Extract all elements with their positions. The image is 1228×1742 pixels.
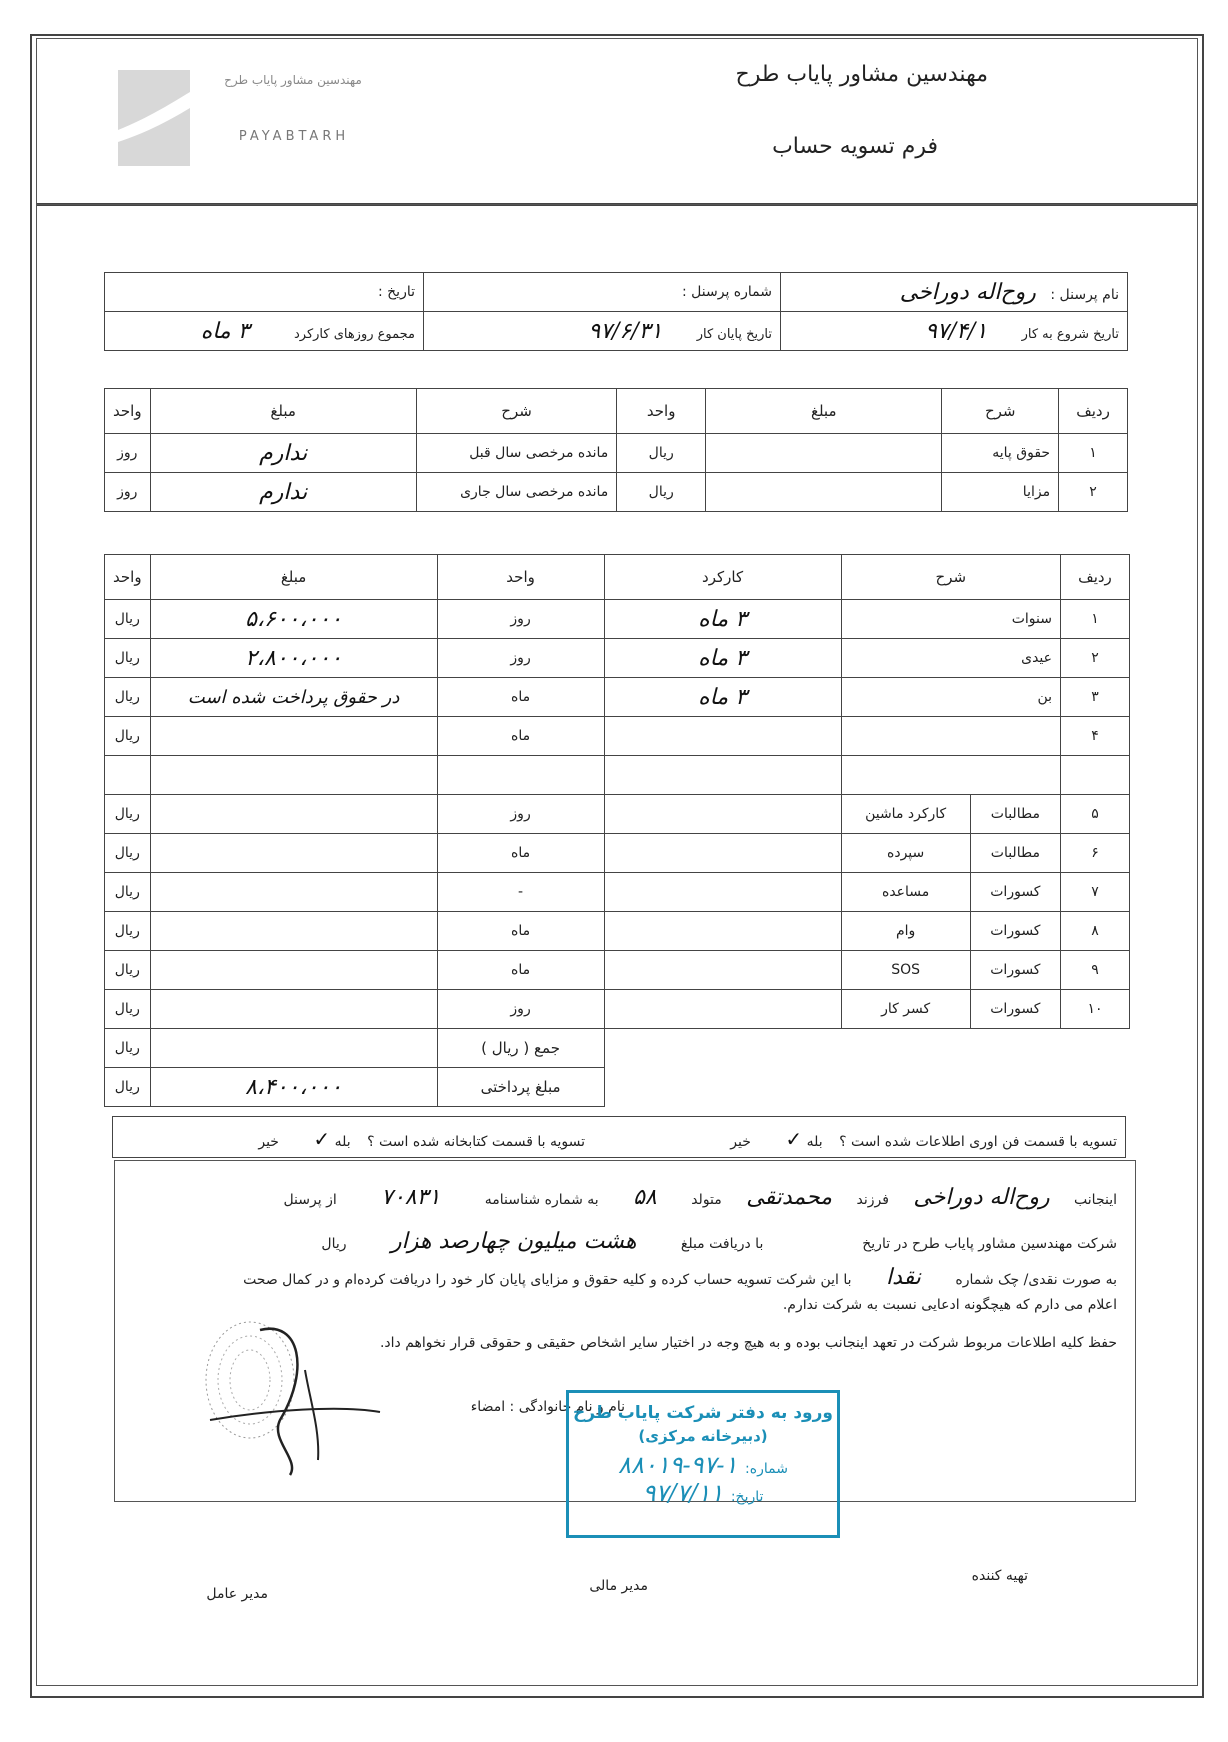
th-unit2: واحد <box>105 389 151 434</box>
row-unit: روز <box>437 990 604 1029</box>
row-amount <box>150 912 437 951</box>
sum-value <box>150 1029 437 1068</box>
library-question-group <box>258 1127 585 1151</box>
decl-text: ریال <box>321 1236 347 1252</box>
row-amount <box>150 990 437 1029</box>
decl-father: محمدتقی <box>746 1185 833 1210</box>
row-unit2: ریال <box>105 834 151 873</box>
days-value: ۳ ماه <box>200 318 250 344</box>
number-label: شماره پرسنل : <box>682 284 772 300</box>
row-amount <box>150 756 437 795</box>
row-unit: ماه <box>437 678 604 717</box>
row-work <box>604 990 841 1029</box>
settlement-items-table <box>104 554 1130 1107</box>
signature-label: نام و نام خانوادگی : امضاء <box>470 1399 625 1415</box>
row-desc: سپرده <box>841 834 970 873</box>
th-work: کارکرد <box>604 555 841 600</box>
row-amount2: ندارم <box>150 434 416 473</box>
table-row <box>105 639 1130 678</box>
row-amount: ۲،۸۰۰،۰۰۰ <box>150 639 437 678</box>
table-row <box>105 873 1130 912</box>
row-desc: کسر کار <box>841 990 970 1029</box>
company-name: مهندسین مشاور پایاب طرح <box>735 62 988 87</box>
row-idx: ۷ <box>1061 873 1130 912</box>
th-desc: شرح <box>841 555 1060 600</box>
decl-cheque: نقدا <box>885 1265 921 1290</box>
row-desc: مساعده <box>841 873 970 912</box>
row-work <box>604 912 841 951</box>
days-cell <box>105 312 424 351</box>
row-unit2: روز <box>105 434 151 473</box>
decl-text: اینجانب <box>1074 1192 1117 1208</box>
decl-text: به صورت نقدی/ چک شماره <box>955 1272 1117 1288</box>
row-idx: ۲ <box>1061 639 1130 678</box>
start-cell <box>781 312 1128 351</box>
end-label: تاریخ پایان کار <box>696 326 772 342</box>
row-desc: کارکرد ماشین <box>841 795 970 834</box>
row-unit2: ریال <box>105 990 151 1029</box>
sum-unit: ریال <box>105 1029 151 1068</box>
row-unit2: ریال <box>105 639 151 678</box>
table-row <box>105 434 1128 473</box>
th-amount: مبلغ <box>706 389 942 434</box>
row-desc: حقوق پایه <box>942 434 1059 473</box>
decl-birth: ۵۸ <box>633 1185 657 1210</box>
row-unit2: ریال <box>105 951 151 990</box>
row-idx: ۴ <box>1061 717 1130 756</box>
row-unit: روز <box>437 600 604 639</box>
start-value: ۹۷/۴/۱ <box>925 318 988 344</box>
decl-name: روح‌اله دوراخی <box>913 1185 1050 1210</box>
name-label: نام پرسنل : <box>1050 286 1119 303</box>
row-work <box>604 717 841 756</box>
library-yes-check: ✓ <box>313 1127 331 1151</box>
logo-text-en: PAYABTARH <box>238 129 350 144</box>
name-value: روح‌اله دوراخی <box>899 279 1036 305</box>
row-desc2: مانده مرخصی سال قبل <box>416 434 616 473</box>
stamp-date-row <box>569 1479 837 1507</box>
row-cat: کسورات <box>970 912 1060 951</box>
table-row <box>105 912 1130 951</box>
end-value: ۹۷/۶/۳۱ <box>588 318 663 344</box>
row-desc: SOS <box>841 951 970 990</box>
row-work <box>604 834 841 873</box>
row-unit2: روز <box>105 473 151 512</box>
row-work <box>604 795 841 834</box>
row-amount <box>706 434 942 473</box>
row-unit: ماه <box>437 912 604 951</box>
row-cat: مطالبات <box>970 795 1060 834</box>
table-row <box>105 756 1130 795</box>
row-idx: ۹ <box>1061 951 1130 990</box>
row-unit: روز <box>437 639 604 678</box>
signature-mark <box>190 1310 390 1480</box>
declaration-line-1 <box>283 1185 1117 1210</box>
row-idx: ۱ <box>1061 600 1130 639</box>
th-unit: واحد <box>617 389 706 434</box>
row-cat: کسورات <box>970 990 1060 1029</box>
row-amount <box>150 951 437 990</box>
library-no-label: خیر <box>258 1134 279 1150</box>
row-unit: ریال <box>617 473 706 512</box>
declaration-line-2 <box>321 1229 1117 1254</box>
decl-amount-words: هشت میلیون چهارصد هزار <box>390 1229 637 1254</box>
table-row <box>105 600 1130 639</box>
row-idx: ۸ <box>1061 912 1130 951</box>
row-desc: بن <box>841 678 1060 717</box>
days-label: مجموع روزهای کارکرد <box>293 326 415 342</box>
stamp-line-2: (دبیرخانه مرکزی) <box>638 1427 768 1445</box>
it-question-group <box>730 1127 1117 1151</box>
row-unit2: ریال <box>105 600 151 639</box>
stamp-number: ۱-۹۷-۸۸۰۱۹ <box>618 1451 738 1479</box>
decl-text: با این شرکت تسویه حساب کرده و کلیه حقوق و مزایای پایان کار خود را دریافت کرده‌ام و در کمال صحت <box>243 1272 852 1288</box>
row-desc: مزایا <box>942 473 1059 512</box>
table-row <box>105 678 1130 717</box>
th-amount2: مبلغ <box>150 389 416 434</box>
row-idx: ۱ <box>1059 434 1128 473</box>
row-unit: ماه <box>437 834 604 873</box>
decl-text: متولد <box>691 1192 722 1208</box>
library-yes-label: بله <box>334 1134 351 1150</box>
row-amount <box>150 795 437 834</box>
row-desc: وام <box>841 912 970 951</box>
th-desc: شرح <box>942 389 1059 434</box>
date-label: تاریخ : <box>377 284 415 300</box>
row-desc <box>841 756 1060 795</box>
row-amount <box>706 473 942 512</box>
paid-label: مبلغ پرداختی <box>437 1068 604 1107</box>
logo-text-fa: مهندسین مشاور پایاب طرح <box>224 73 362 87</box>
row-amount <box>150 717 437 756</box>
row-unit2: ریال <box>105 717 151 756</box>
row-idx: ۶ <box>1061 834 1130 873</box>
th-amount: مبلغ <box>150 555 437 600</box>
th-unit: واحد <box>437 555 604 600</box>
row-work: ۳ ماه <box>604 678 841 717</box>
th-unit2: واحد <box>105 555 151 600</box>
ceo-label: مدیر عامل <box>206 1586 268 1602</box>
library-question: تسویه با قسمت کتابخانه شده است ؟ <box>367 1134 585 1150</box>
it-yes-check: ✓ <box>785 1127 803 1151</box>
sum-row <box>105 1029 1130 1068</box>
finance-manager-label: مدیر مالی <box>589 1578 648 1594</box>
row-unit: ماه <box>437 951 604 990</box>
row-unit: ماه <box>437 717 604 756</box>
salary-table <box>104 388 1128 512</box>
decl-text: با دریافت مبلغ <box>680 1236 764 1252</box>
row-amount: ۵،۶۰۰،۰۰۰ <box>150 600 437 639</box>
row-unit2 <box>105 756 151 795</box>
declaration-line-5: حفظ کلیه اطلاعات مربوط شرکت در تعهد اینجانب بوده و به هیچ وجه در اختیار سایر اشخاص حقیقی و حقوقی قرار نخواهم داد. <box>379 1335 1117 1351</box>
stamp-number-row <box>569 1451 837 1479</box>
row-desc <box>841 717 1060 756</box>
row-amount: در حقوق پرداخت شده است <box>150 678 437 717</box>
decl-text: از پرسنل <box>283 1192 337 1208</box>
it-question: تسویه با قسمت فن اوری اطلاعات شده است ؟ <box>839 1134 1117 1150</box>
table-row <box>105 990 1130 1029</box>
row-unit2: ریال <box>105 678 151 717</box>
row-unit: روز <box>437 795 604 834</box>
decl-text: به شماره شناسنامه <box>484 1192 599 1208</box>
preparer-label: تهیه کننده <box>971 1568 1028 1584</box>
paid-value: ۸،۴۰۰،۰۰۰ <box>150 1068 437 1107</box>
stamp-date-label: تاریخ: <box>730 1489 764 1505</box>
table-row <box>105 834 1130 873</box>
name-cell <box>781 273 1128 312</box>
it-no-label: خیر <box>730 1134 751 1150</box>
row-amount <box>150 834 437 873</box>
table-row <box>105 951 1130 990</box>
date-cell <box>105 273 424 312</box>
row-work <box>604 873 841 912</box>
it-yes-label: بله <box>806 1134 823 1150</box>
settlement-questions <box>112 1116 1126 1158</box>
row-work <box>604 756 841 795</box>
row-idx: ۲ <box>1059 473 1128 512</box>
stamp-date: ۹۷/۷/۱۱ <box>642 1479 724 1507</box>
stamp-line-1: ورود به دفتر شرکت پایاب طرح <box>573 1403 833 1423</box>
sum-label: جمع ( ریال ) <box>437 1029 604 1068</box>
row-desc: سنوات <box>841 600 1060 639</box>
row-idx: ۱۰ <box>1061 990 1130 1029</box>
row-cat: کسورات <box>970 873 1060 912</box>
declaration-line-3 <box>243 1265 1117 1290</box>
row-unit <box>437 756 604 795</box>
row-desc: عیدی <box>841 639 1060 678</box>
number-cell <box>424 273 781 312</box>
start-label: تاریخ شروع به کار <box>1021 326 1119 342</box>
row-cat: کسورات <box>970 951 1060 990</box>
th-desc2: شرح <box>416 389 616 434</box>
row-unit2: ریال <box>105 873 151 912</box>
row-amount2: ندارم <box>150 473 416 512</box>
registry-stamp <box>566 1390 840 1538</box>
decl-id-number: ۷۰۸۳۱ <box>381 1185 441 1210</box>
row-idx: ۵ <box>1061 795 1130 834</box>
th-idx: ردیف <box>1061 555 1130 600</box>
row-work: ۳ ماه <box>604 639 841 678</box>
stamp-number-label: شماره: <box>745 1461 788 1477</box>
decl-text: فرزند <box>856 1192 889 1208</box>
row-desc2: مانده مرخصی سال جاری <box>416 473 616 512</box>
row-unit: - <box>437 873 604 912</box>
row-idx <box>1061 756 1130 795</box>
form-title: فرم تسویه حساب <box>772 134 938 159</box>
personnel-table <box>104 272 1128 351</box>
row-work: ۳ ماه <box>604 600 841 639</box>
row-unit2: ریال <box>105 795 151 834</box>
company-logo <box>118 62 408 172</box>
th-idx: ردیف <box>1059 389 1128 434</box>
decl-text: شرکت مهندسین مشاور پایاب طرح در تاریخ <box>862 1236 1117 1252</box>
table-row <box>105 473 1128 512</box>
row-unit2: ریال <box>105 912 151 951</box>
row-idx: ۳ <box>1061 678 1130 717</box>
row-amount <box>150 873 437 912</box>
table-row <box>105 795 1130 834</box>
paid-row <box>105 1068 1130 1107</box>
end-cell <box>424 312 781 351</box>
row-unit: ریال <box>617 434 706 473</box>
paid-unit: ریال <box>105 1068 151 1107</box>
row-cat: مطالبات <box>970 834 1060 873</box>
declaration-line-4: اعلام می دارم که هیچگونه ادعایی نسبت به شرکت ندارم. <box>782 1297 1117 1313</box>
table-row <box>105 717 1130 756</box>
row-work <box>604 951 841 990</box>
